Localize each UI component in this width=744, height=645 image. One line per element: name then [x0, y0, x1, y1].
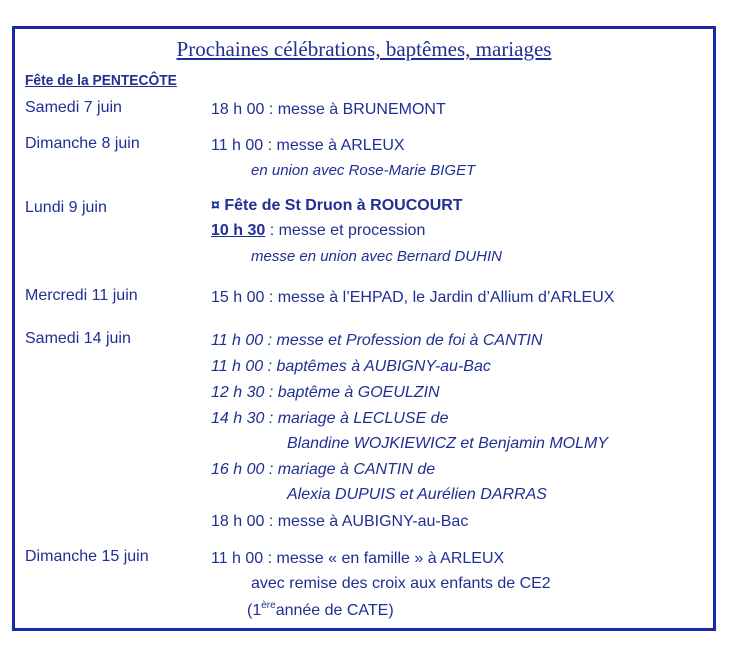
- day-label: Mercredi 11 juin: [25, 287, 138, 304]
- event-line: 18 h 00 : messe à BRUNEMONT: [211, 101, 446, 118]
- ordinal-suffix: ère: [261, 600, 276, 611]
- event-line: 11 h 00 : messe et Profession de foi à CANTIN: [211, 332, 543, 349]
- event-line: 11 h 00 : baptêmes à AUBIGNY-au-Bac: [211, 358, 491, 375]
- day-label: Lundi 9 juin: [25, 199, 107, 216]
- event-note: en union avec Rose-Marie BIGET: [251, 162, 476, 179]
- event-line: 15 h 00 : messe à l’EHPAD, le Jardin d’Allium d’ARLEUX: [211, 289, 615, 306]
- event-note: messe en union avec Bernard DUHIN: [251, 248, 502, 265]
- paren-open: (1: [247, 602, 262, 619]
- event-line: 11 h 00 : messe « en famille » à ARLEUX: [211, 550, 505, 567]
- event-line: 11 h 00 : messe à ARLEUX: [211, 137, 405, 154]
- event-note: avec remise des croix aux enfants de CE2: [251, 575, 551, 592]
- day-label: Samedi 14 juin: [25, 330, 131, 347]
- event-feast: ¤ Fête de St Druon à ROUCOURT: [211, 197, 463, 214]
- day-label: Dimanche 8 juin: [25, 135, 140, 152]
- day-label: Dimanche 15 juin: [25, 548, 149, 565]
- catechism-text: année de CATE): [275, 602, 394, 619]
- event-note: [247, 600, 394, 620]
- event-desc: : messe et procession: [265, 222, 426, 239]
- announcement-box: [12, 26, 716, 631]
- event-line: 12 h 30 : baptême à GOEULZIN: [211, 384, 440, 401]
- event-line: 16 h 00 : mariage à CANTIN de: [211, 461, 436, 478]
- event-note: Blandine WOJKIEWICZ et Benjamin MOLMY: [287, 435, 608, 452]
- event-line: 14 h 30 : mariage à LECLUSE de: [211, 410, 449, 427]
- event-line: 18 h 00 : messe à AUBIGNY-au-Bac: [211, 513, 469, 530]
- page-title: Prochaines célébrations, baptêmes, mariages: [176, 37, 552, 61]
- event-note: Alexia DUPUIS et Aurélien DARRAS: [287, 486, 547, 503]
- event-time: 10 h 30: [211, 222, 266, 239]
- event-line: [211, 222, 425, 240]
- day-label: Samedi 7 juin: [25, 99, 122, 116]
- section-title: Fête de la PENTECÔTE: [25, 72, 177, 89]
